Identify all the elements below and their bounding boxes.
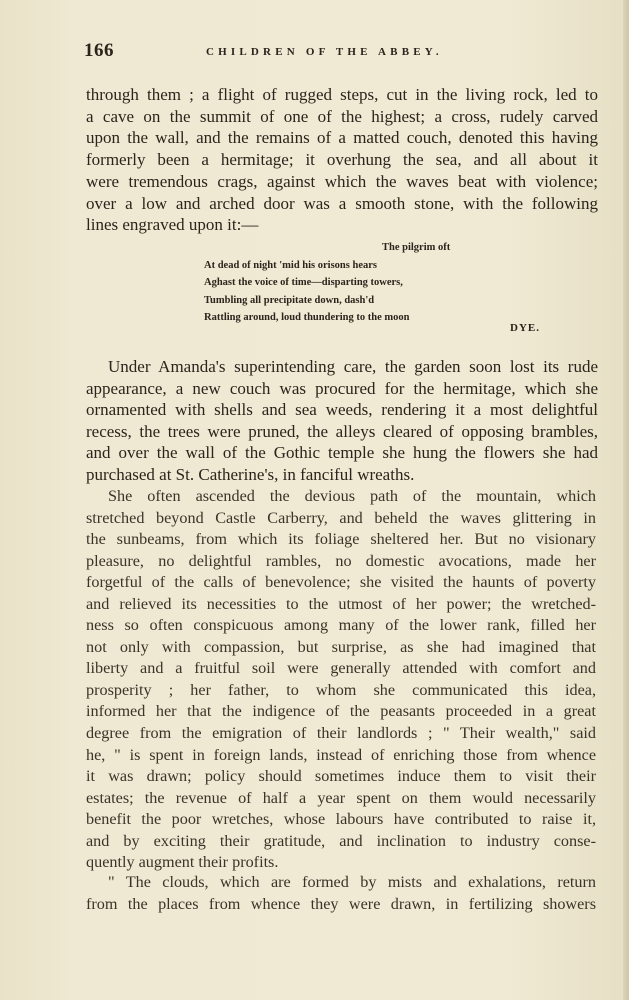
text-line: quently augment their profits.	[86, 853, 279, 872]
text-line: from the places from whence they were drawn, in fertilizing showers	[86, 894, 596, 913]
text-line: through them ; a flight of rugged steps, cut in the living rock, led to	[86, 85, 598, 104]
text-line: he, " is spent in foreign lands, instead of enriching those from whence	[86, 745, 596, 764]
text-line: upon the wall, and the remains of a matted couch, denoted this having	[86, 128, 598, 148]
paragraph-4	[86, 872, 598, 915]
text-line: liberty and a fruitful soil were generally attended with comfort and	[86, 659, 596, 678]
text-line: ness so often conspicuous among many of the lower rank, filled her	[86, 616, 596, 635]
text-line: " The clouds, which are formed by mists and exhalations, return	[108, 873, 596, 891]
text-line: lines engraved upon it:—	[86, 215, 259, 235]
paragraph-3	[86, 486, 598, 874]
text-line: a cave on the summit of one of the highest; a cross, rudely carved	[86, 106, 598, 126]
page-edge	[623, 0, 629, 1000]
verse-line: Tumbling all precipitate down, dash'd	[204, 294, 375, 306]
text-line: informed her that the indigence of the peasants proceeded in a great	[86, 702, 596, 721]
text-line: prosperity ; her father, to whom she communicated this idea,	[86, 680, 596, 699]
verse-quotation	[204, 239, 504, 327]
page-number: 166	[84, 40, 114, 61]
text-line: She often ascended the devious path of the mountain, which	[108, 487, 596, 505]
text-line: and by exciting their gratitude, and inclination to industry conse-	[86, 831, 596, 850]
text-line: it was drawn; policy should sometimes induce them to visit their	[86, 767, 596, 786]
text-line: not only with compassion, but surprise, as she had imagined that	[86, 637, 596, 656]
verse-attribution: DYE.	[510, 322, 540, 334]
paragraph-2	[86, 356, 598, 486]
text-line: Under Amanda's superintending care, the garden soon lost its rude	[108, 357, 598, 376]
verse-line: The pilgrim oft	[382, 242, 451, 253]
text-line: pleasure, no delightful rambles, no domestic avocations, made her	[86, 551, 596, 570]
running-head: CHILDREN OF THE ABBEY.	[206, 46, 443, 58]
page-header	[84, 40, 548, 64]
verse-line: At dead of night 'mid his orisons hears	[204, 259, 377, 271]
text-line: recess, the trees were pruned, the alleys cleared of opposing brambles,	[86, 421, 598, 441]
text-line: ornamented with shells and sea weeds, rendering it a most delightful	[86, 400, 598, 420]
text-line: stretched beyond Castle Carberry, and beheld the waves glittering in	[86, 508, 596, 527]
text-line: appearance, a new couch was procured for the hermitage, which she	[86, 378, 598, 398]
text-line: estates; the revenue of half a year spent on them would necessarily	[86, 788, 596, 807]
text-line: over a low and arched door was a smooth stone, with the following	[86, 193, 598, 213]
text-line: forgetful of the calls of benevolence; she visited the haunts of poverty	[86, 573, 596, 592]
verse-line: Rattling around, loud thundering to the moon	[204, 312, 410, 323]
text-line: were tremendous crags, against which the waves beat with violence;	[86, 171, 598, 191]
text-line: purchased at St. Catherine's, in fanciful wreaths.	[86, 464, 415, 484]
verse-line: Aghast the voice of time—disparting towers,	[204, 277, 403, 288]
text-line: and relieved its necessities to the utmost of her power; the wretched-	[86, 594, 596, 613]
text-line: benefit the poor wretches, whose labours have contributed to raise it,	[86, 810, 596, 829]
text-line: and over the wall of the Gothic temple she hung the flowers she had	[86, 443, 598, 463]
text-line: formerly been a hermitage; it overhung the sea, and all about it	[86, 150, 598, 170]
text-line: the sunbeams, from which its foliage sheltered her. But no visionary	[86, 530, 596, 549]
text-line: degree from the emigration of their landlords ; " Their wealth," said	[86, 724, 596, 743]
paragraph-1	[86, 84, 598, 236]
